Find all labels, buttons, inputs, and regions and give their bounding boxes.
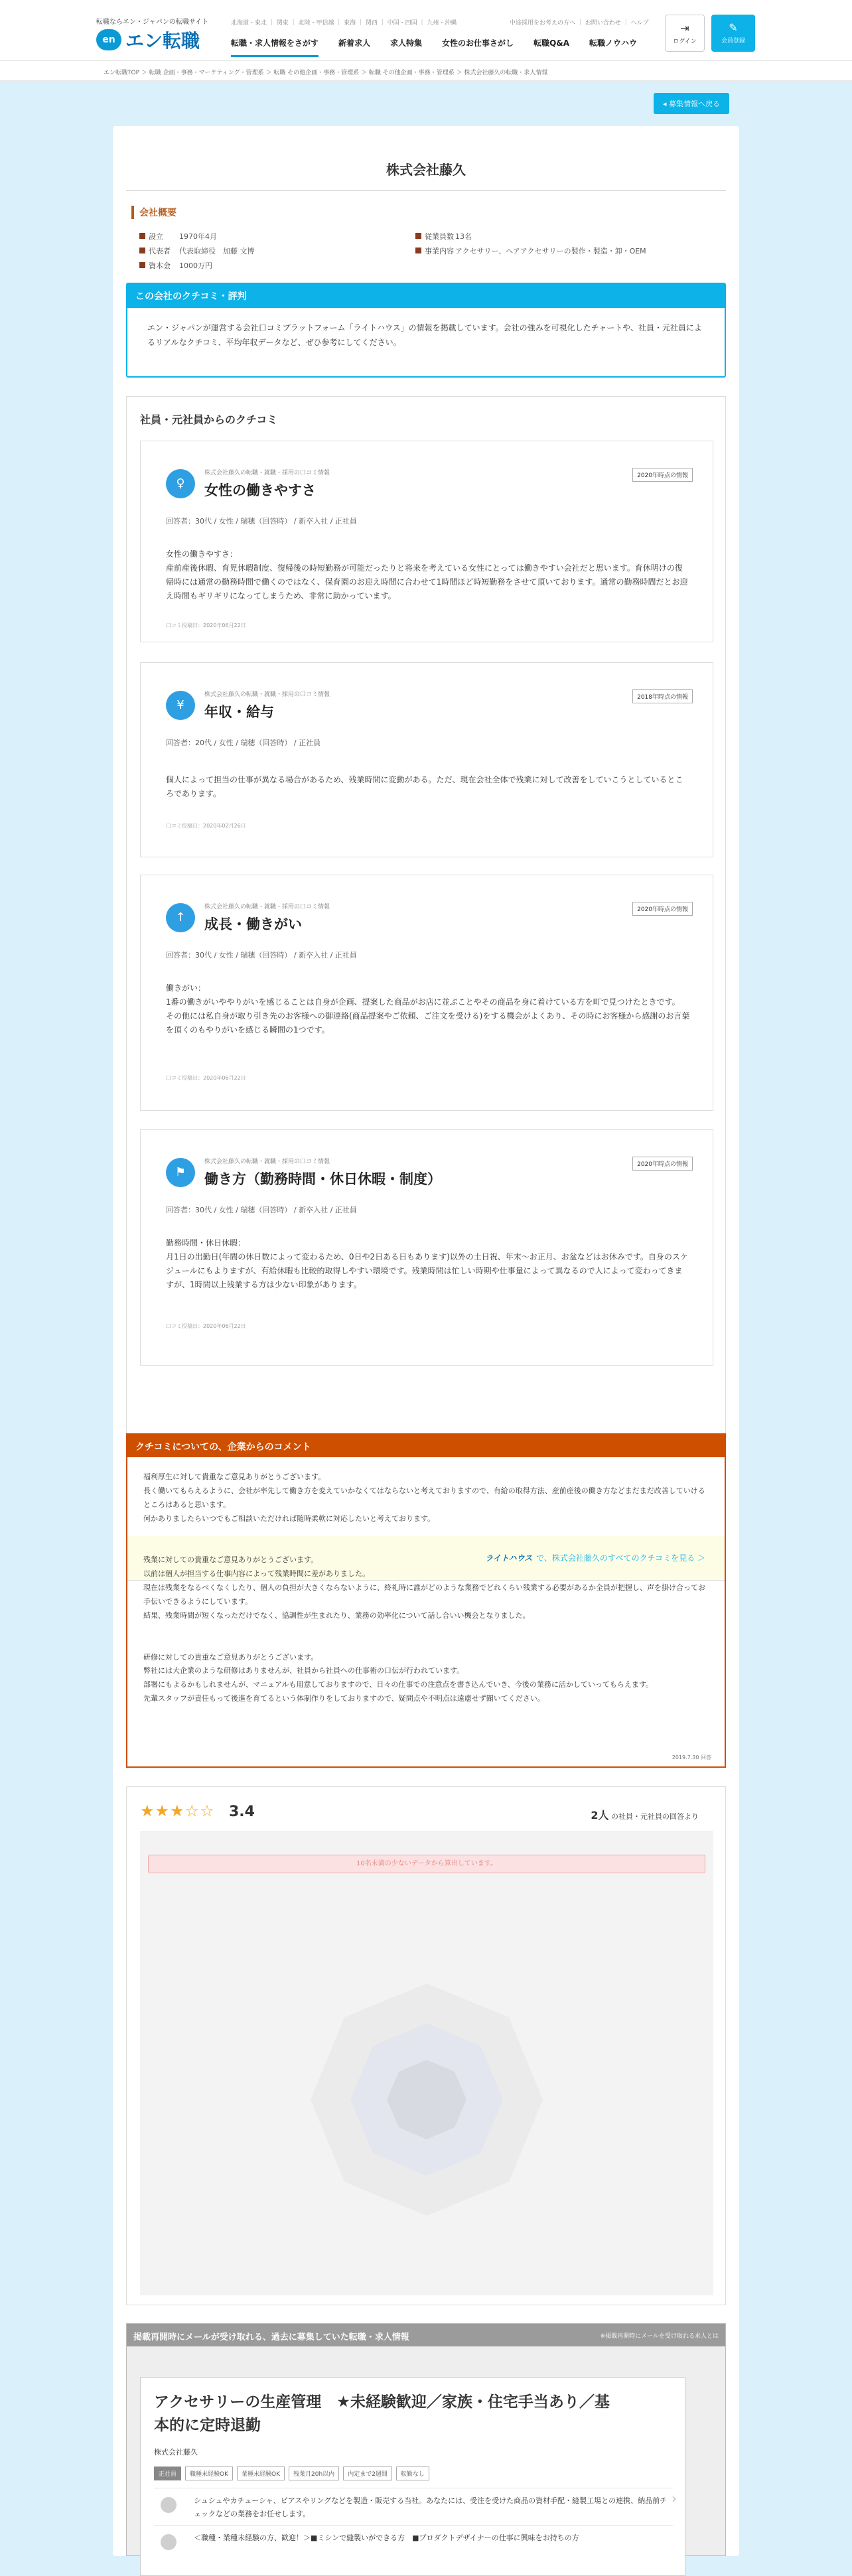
review-text: 勤務時間・休日休暇： 月1日の出勤日(年間の休日数によって変わるため、0日や2日ある日もあります)以外の土日祝、年末〜お正月、お盆などはお休みです。自身のスケジュールにもよりますが、有給休暇も比較的取得しやすい環境です。残業時間は忙しい時期や仕事量によって異なるので人によって変わってきますが、1時間以上残業する方は少ない印象があります。 [166, 1238, 688, 1289]
reviews-heading: 社員・元社員からのクチコミ [140, 413, 278, 426]
review-text: 働きがい： 1番の働きがいややりがいを感じることは自身が企画、提案した商品がお店に並ぶことやその商品を身に着けている方を町で見つけたときです。 その他には私自身が取り引き先のお客様への御連絡(商品提案やご依頼、ご注文を受ける)をする機会がよくあり、その時にお客様から感謝のお言葉を頂くのもやりがいを感じる瞬間の1つです。 [166, 983, 690, 1035]
radar-ring-inner [387, 2060, 466, 2139]
job-tag: 業種未経験OK [237, 2467, 285, 2480]
logo-tagline: 転職ならエン・ジャパンの転職サイト [96, 19, 209, 26]
lighthouse-logo: ライトハウス [485, 1553, 533, 1563]
register-label: 会員登録 [721, 38, 745, 44]
review-date: 口コミ投稿日：2020年06月22日 [166, 622, 246, 628]
company-card [113, 126, 739, 2556]
review-source: 株式会社藤久の転職・就職・採用の口コミ情報 [204, 470, 330, 476]
job-detail-icon [161, 2497, 177, 2513]
review-date: 口コミ投稿日：2020年02月26日 [166, 823, 246, 829]
review-year-badge: 2020年時点の情報 [632, 468, 693, 482]
kuchikomi-description: エン・ジャパンが運営する会社口コミプラットフォーム「ライトハウス」の情報を掲載しています。会社の強みを可視化したチャートや、社員・元社員によるリアルなクチコミ、平均年収データなど、ぜひ参考にしてください。 [147, 323, 703, 347]
flag-icon: ⚑ [166, 1158, 195, 1187]
yen-icon: ¥ [166, 691, 195, 720]
logo-text: エン転職 [125, 30, 200, 52]
nav-item-feature[interactable]: 求人特集 [390, 38, 423, 48]
lighthouse-link[interactable]: ライトハウス で、株式会社藤久のすべてのクチコミを見る ＞ [485, 1553, 705, 1563]
overview-heading: 会社概要 [131, 206, 177, 219]
respondent-count: 2人 の社員・元社員の回答より [591, 1809, 699, 1822]
login-label: ログイン [673, 38, 697, 45]
back-label: 募集情報へ戻る [669, 100, 721, 108]
radar-chart [140, 1831, 713, 2295]
job-card[interactable] [140, 2377, 685, 2576]
review-category: 年収・給与 [204, 704, 274, 720]
review-respondent: 回答者：30代 / 女性 / 瑞穂（回答時） / 新卒入社 / 正社員 [166, 517, 357, 526]
job-tag: 職種未経験OK [185, 2467, 233, 2480]
female-icon: ♀ [166, 469, 195, 498]
past-jobs-heading: 掲載再開時にメールが受け取れる、過去に募集していた転職・求人情報 ※掲載再開時にメールを受け取れる求人とは [127, 2324, 725, 2346]
review-card [140, 1129, 713, 1366]
review-date: 口コミ投稿日：2020年06月22日 [166, 1075, 246, 1081]
review-category: 成長・働きがい [204, 916, 302, 932]
pencil-icon: ✎ [729, 21, 738, 34]
low-data-warning: 10名未満の少ないデータから算出しています。 [148, 1855, 705, 1873]
company-comment-heading: クチコミについての、企業からのコメント [127, 1435, 725, 1457]
site-logo[interactable] [96, 27, 200, 53]
review-text: 個人によって担当の仕事が異なる場合があるため、残業時間に変動がある。ただ、現在会社全体で残業に対して改善をしていこうとしているところであります。 [166, 775, 683, 798]
company-name: 株式会社藤久 [386, 162, 466, 178]
login-button[interactable] [665, 15, 705, 52]
overview-row: 設立 1970年4月 [139, 231, 217, 242]
back-icon: ◂ [663, 100, 670, 108]
past-jobs-help-link[interactable]: ※掲載再開時にメールを受け取れる求人とは [600, 2333, 719, 2340]
kuchikomi-box [126, 283, 726, 378]
job-title[interactable]: アクセサリーの生産管理 ★未経験歓迎／家族・住宅手当あり／基本的に定時退勤 [154, 2394, 610, 2434]
job-tags [154, 2467, 433, 2480]
rating-value: 3.4 [229, 1804, 255, 1820]
chevron-right-icon[interactable]: › [672, 2490, 677, 2506]
global-nav [231, 37, 657, 57]
rating-section [126, 1786, 726, 2305]
review-source: 株式会社藤久の転職・就職・採用の口コミ情報 [204, 691, 330, 698]
review-card [140, 875, 713, 1111]
review-year-badge: 2020年時点の情報 [632, 902, 693, 916]
divider [126, 190, 726, 191]
overview-row: 資本金 1000万円 [139, 260, 212, 271]
review-source: 株式会社藤久の転職・就職・採用の口コミ情報 [204, 1159, 330, 1165]
nav-item-women[interactable]: 女性のお仕事さがし [442, 38, 514, 48]
requirement-icon [161, 2534, 177, 2550]
review-respondent: 回答者：30代 / 女性 / 瑞穂（回答時） / 新卒入社 / 正社員 [166, 1206, 357, 1214]
company-comment-text: 福利厚生に対して貴重なご意見ありがとうございます。 長く働いてもらえるように、会社が率先して働き方を変えていかなくてはならないと考えておりますので、有給の取得方法、産前産後の働き方などまだまだ改善していけるところはあると思います。 何かありましたらいつでもご相談いただければ随時柔軟に対応したいと考えております。 残業に対しての貴重なご意見ありがとうございます。 以前は個人が担当する仕事内容によって残業時間に差がありました。 現在は残業をなるべくなくしたり、個人の負担が大きくならないように、終礼時に誰がどのような業務でどれくらい残業する必要があるか全員が把握し、声を掛け合ってお手伝いできるようにしています。 結果、残業時間が短くなっただけでなく、協調性が生まれたり、業務の効率化について話し合いい機会となりました。 研修に対しての貴重なご意見ありがとうございます。 弊社には大企業のような研修はありませんが、社員から社員への仕事術の口伝が行われています。 部署にもよるかもしれませんが、マニュアルも用意しておりますので、日々の仕事での注意点を書き込んでいき、今後の業務に活かしていってもらえます。 先輩スタッフが責任もって後進を育てるという体制作りをしておりますので、疑問点や不明点は遠慮せず聞いてください。 [143, 1472, 705, 1703]
job-tag: 転勤なし [396, 2467, 429, 2480]
overview-row: 従業員数 13名 [415, 231, 472, 242]
review-text: 女性の働きやすさ： 産前産後休暇、育児休暇制度、復帰後の時短勤務が可能だったりと将来を考えている女性にとっては働きやすい会社だと思います。育休明けの復帰時には通常の勤務時間で働くのではなく、保育園のお迎え時間に合わせて1時間ほど時短勤務をさせて頂いております。通常の勤務時間だとお迎え時間もギリギリになってしまうため、非常に助かっています。 [166, 549, 688, 601]
company-comment-box [126, 1433, 726, 1768]
review-card [140, 441, 713, 642]
reviews-section [126, 396, 726, 1581]
region-links[interactable]: 北海道・東北 ｜ 関東 ｜ 北陸・甲信越 ｜ 東海 ｜ 関西 ｜ 中国・四国 ｜ 九州・沖縄 [231, 20, 457, 27]
site-header [0, 0, 852, 61]
review-respondent: 回答者：20代 / 女性 / 瑞穂（回答時） / 正社員 [166, 739, 321, 747]
overview-row: 事業内容 アクセサリー、ヘアアクセサリーの製作・製造・卸・OEM [415, 246, 646, 256]
review-card [140, 662, 713, 857]
review-respondent: 回答者：30代 / 女性 / 瑞穂（回答時） / 新卒入社 / 正社員 [166, 951, 357, 960]
nav-item-knowhow[interactable]: 転職ノウハウ [589, 38, 638, 48]
nav-item-qa[interactable]: 転職Q&A [533, 38, 570, 48]
radar-chart-area [140, 1831, 713, 2295]
review-source: 株式会社藤久の転職・就職・採用の口コミ情報 [204, 904, 330, 910]
divider [154, 2525, 673, 2526]
job-description: シュシュやカチューシャ、ピアスやリングなどを製造・販売する当社。あなたには、受注を受けた商品の資材手配・縫製工場との連携、納品前チェックなどの業務をお任せします。 [194, 2496, 668, 2518]
growth-icon: ↑ [166, 903, 195, 932]
login-icon: ⇥ [680, 22, 689, 35]
star-rating: ★★★☆☆ [140, 1802, 215, 1820]
logo-mark: en [96, 29, 121, 50]
top-links[interactable]: 中途採用をお考えの方へ ｜ お問い合わせ ｜ ヘルプ [510, 20, 649, 27]
job-company: 株式会社藤久 [154, 2448, 198, 2457]
kuchikomi-heading: この会社のクチコミ・評判 [127, 284, 725, 308]
review-category: 女性の働きやすさ [204, 482, 316, 498]
nav-item-search[interactable]: 転職・求人情報をさがす [231, 37, 319, 57]
job-tag: 正社員 [154, 2467, 181, 2480]
review-year-badge: 2018年時点の情報 [632, 689, 693, 703]
job-requirements: ＜職種・業種未経験の方、歓迎！＞■ミシンで縫製いができる方 ■プロダクトデザイナーの仕事に興味をお持ちの方 [194, 2534, 579, 2542]
job-tag: 内定まで2週間 [343, 2467, 392, 2480]
overview-row: 代表者 代表取締役 加藤 文博 [139, 246, 255, 256]
review-date: 口コミ投稿日：2020年06月22日 [166, 1323, 246, 1329]
company-comment-date: 2019.7.30 回答 [672, 1754, 711, 1760]
past-jobs-section [126, 2323, 726, 2556]
review-category: 働き方（勤務時間・休日休暇・制度） [204, 1171, 441, 1187]
back-to-job-button[interactable] [654, 93, 729, 114]
breadcrumb[interactable]: エン転職TOP ＞ 転職 企画・事務・マーケティング・管理系 ＞ 転職 その他企画・事務・管理系 ＞ 転職 その他企画・事務・管理系 ＞ 株式会社藤久の転職・求人情報 [0, 61, 852, 81]
job-tag: 残業月20h以内 [289, 2467, 339, 2480]
register-button[interactable] [711, 15, 755, 52]
nav-item-new[interactable]: 新着求人 [338, 38, 371, 48]
review-year-badge: 2020年時点の情報 [632, 1157, 693, 1171]
